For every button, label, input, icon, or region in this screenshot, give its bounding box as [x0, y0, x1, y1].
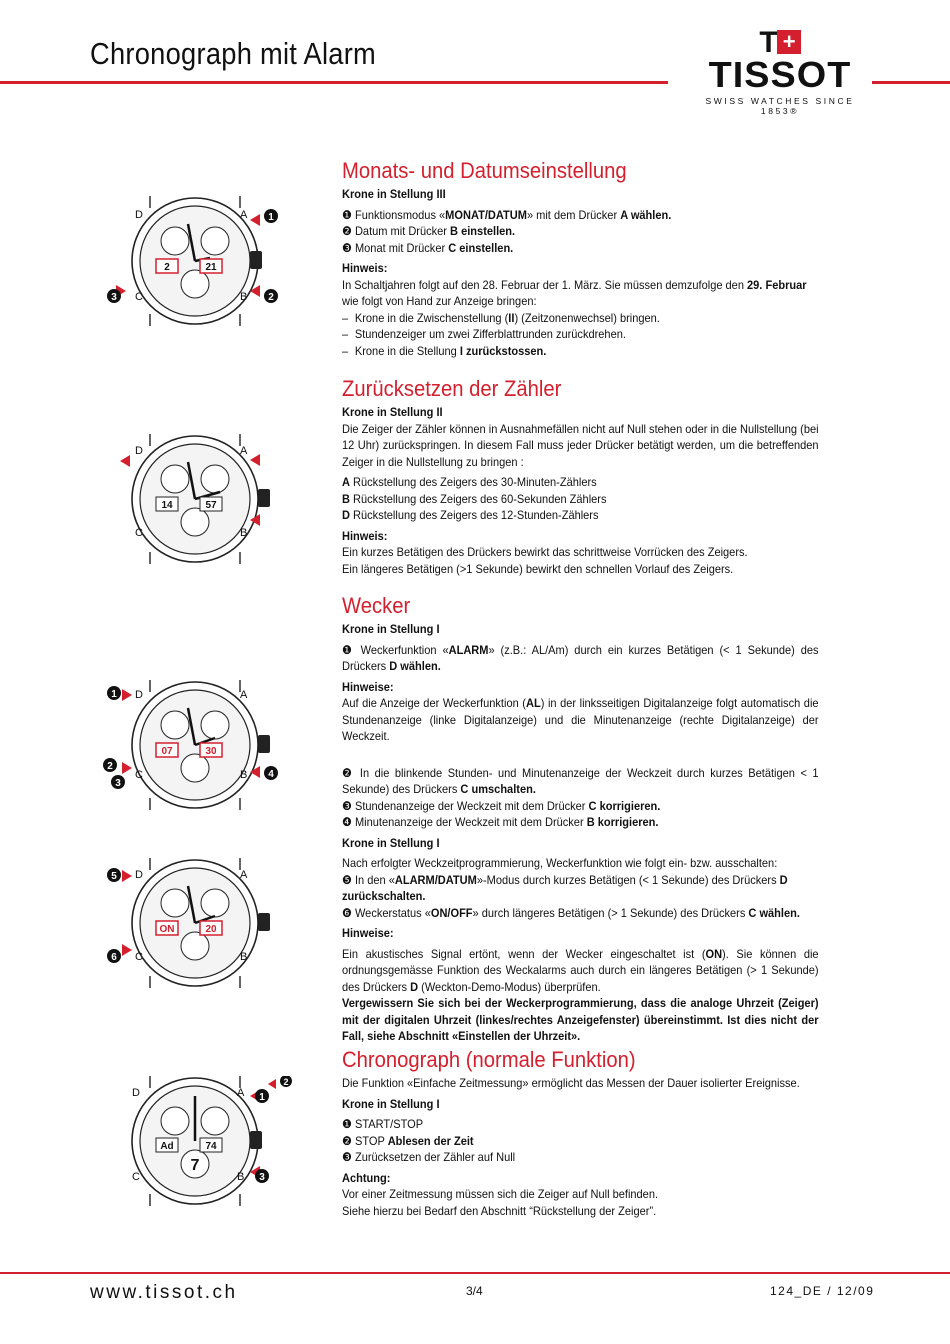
logo-mark: T +	[690, 28, 870, 58]
pusher-label-a: A	[240, 689, 248, 701]
right-display: 74	[205, 1141, 217, 1152]
watch-illustration-5	[100, 1076, 300, 1206]
step-5: ❺ In den «ALARM/DATUM»-Modus durch kurzes Betätigen (< 1 Sekunde) des Drückers D zurückschalten.	[342, 872, 788, 903]
footer-url[interactable]: www.tissot.ch	[90, 1282, 238, 1303]
page-number: 3/4	[466, 1284, 483, 1298]
arrow-d-icon	[122, 689, 132, 701]
step-2: ❷ STOP Ablesen der Zeit	[342, 1133, 474, 1148]
pusher-label-a: A	[240, 445, 248, 457]
intro: Die Funktion «Einfache Zeitmessung» ermöglicht das Messen der Dauer isolierter Ereignisse.	[342, 1076, 800, 1090]
dash-item: – Krone in die Stellung I zurückstossen.	[342, 343, 547, 358]
right-display: 30	[205, 746, 217, 757]
header-rule-right	[872, 81, 950, 84]
section-chronograph	[342, 1047, 819, 1219]
left-display: ON	[159, 924, 175, 935]
left-display: 07	[161, 746, 173, 757]
tissot-logo	[690, 28, 870, 116]
arrow-a2-icon	[268, 1079, 276, 1089]
note-text: In Schaltjahren folgt auf den 28. Februar der 1. März. Sie müssen demzufolge den 29. Februar wie folgt von Hand zur Anzeige bringen:	[342, 277, 807, 308]
pusher-label-d: D	[135, 209, 143, 221]
pusher-label-d: D	[135, 869, 143, 881]
arrow-a-icon	[250, 454, 260, 466]
crown-position: Krone in Stellung I	[342, 1096, 440, 1111]
center-counter: 7	[190, 1157, 200, 1174]
watch-illustration-2	[100, 434, 300, 564]
step-1: ❶ START/STOP	[342, 1117, 424, 1131]
swiss-cross-icon: +	[777, 30, 801, 54]
reset-a: A Rückstellung des Zeigers des 30-Minuten-Zählers	[342, 475, 597, 489]
note-line: Vor einer Zeitmessung müssen sich die Zeiger auf Null befinden.	[342, 1187, 659, 1201]
pusher-label-b: B	[240, 951, 248, 963]
step-3: ❸ Monat mit Drücker C einstellen.	[342, 240, 514, 255]
arrow-c-icon	[122, 762, 132, 774]
left-display: Ad	[160, 1141, 174, 1152]
note-title: Hinweise:	[342, 679, 394, 694]
step-1: ❶ Weckerfunktion «ALARM» (z.B.: AL/Am) durch ein kurzes Betätigen (< 1 Sekunde) des Drückers D wählen.	[342, 642, 819, 673]
right-display: 20	[205, 924, 217, 935]
svg-text:1: 1	[259, 1092, 265, 1103]
header-rule-left	[0, 81, 668, 84]
left-display: 14	[161, 500, 173, 511]
note-line: Ein kurzes Betätigen des Drückers bewirkt das schrittweise Vorrücken des Zeigers.	[342, 545, 748, 559]
section-heading: Zurücksetzen der Zähler	[342, 376, 562, 401]
pusher-label-c: C	[135, 291, 143, 303]
section-month-date	[342, 158, 819, 359]
step-1: ❶ Funktionsmodus «MONAT/DATUM» mit dem Drücker A wählen.	[342, 207, 672, 222]
warning: Vergewissern Sie sich bei der Weckerprogrammierung, dass die analoge Uhrzeit (Zeiger) mit der digitalen Uhrzeit (linkes/rechtes Anzeigefenster) übereinstimmt. Ist dies nicht der Fall, siehe Abschnitt «Einstellen der Uhrzeit».	[342, 996, 819, 1043]
arrow-a-icon	[250, 214, 260, 226]
note-line: Siehe hierzu bei Bedarf den Abschnitt “Rückstellung der Zeiger”.	[342, 1203, 657, 1218]
svg-text:1: 1	[111, 689, 117, 700]
arrow-c-icon	[122, 944, 132, 956]
pusher-label-b: B	[240, 291, 248, 303]
section-reset-counters	[342, 376, 819, 577]
svg-text:2: 2	[107, 761, 113, 772]
step-2: ❷ Datum mit Drücker B einstellen.	[342, 224, 516, 238]
crown-position: Krone in Stellung III	[342, 187, 446, 201]
pusher-label-a: A	[237, 1087, 245, 1099]
svg-text:2: 2	[283, 1077, 289, 1087]
document-code: 124_DE / 12/09	[770, 1284, 875, 1298]
watch-illustration-3	[100, 680, 300, 810]
reset-d: D Rückstellung des Zeigers des 12-Stunden-Zählers	[342, 508, 599, 522]
pusher-label-c: C	[132, 1171, 140, 1183]
note-title: Achtung:	[342, 1170, 391, 1185]
arrow-d-icon	[120, 455, 130, 467]
right-display: 21	[205, 262, 217, 273]
svg-text:6: 6	[111, 952, 117, 963]
pusher-label-c: C	[135, 951, 143, 963]
crown-position: Krone in Stellung I	[342, 622, 440, 636]
pusher-label-b: B	[240, 527, 248, 539]
paragraph: Die Zeiger der Zähler können in Ausnahmefällen nicht auf Null stehen oder in die Nullstellung (bei 12 Uhr) zurückspringen. In diesem Fall muss jeder Drücker betätigt werden, um die betreffenden Zeiger in die Nullstellung zu bringen :	[342, 421, 819, 469]
dash-item: – Stundenzeiger um zwei Zifferblattrunden zurückdrehen.	[342, 327, 626, 341]
footer-rule	[0, 1272, 950, 1274]
step-3: ❸ Zurücksetzen der Zähler auf Null	[342, 1150, 516, 1164]
step-3: ❸ Stundenanzeige der Weckzeit mit dem Drücker C korrigieren.	[342, 798, 661, 813]
note-text: Ein akustisches Signal ertönt, wenn der Wecker eingeschaltet ist (ON). Sie können die ordnungsgemässe Funktion des Weckalarms auch durch ein längeres Betätigen (> 1 Sekunde) des Drückers D (Weckton-Demo-Modus) überprüfen.	[342, 946, 819, 994]
pusher-label-a: A	[240, 869, 248, 881]
pusher-label-b: B	[240, 769, 248, 781]
section-heading: Monats- und Datumseinstellung	[342, 158, 627, 183]
dash-item: – Krone in die Zwischenstellung (II) (Zeitzonenwechsel) bringen.	[342, 310, 660, 325]
svg-text:1: 1	[268, 212, 274, 223]
pusher-label-d: D	[135, 689, 143, 701]
pusher-label-a: A	[240, 209, 248, 221]
pusher-label-d: D	[132, 1087, 140, 1099]
pusher-label-c: C	[135, 527, 143, 539]
step-4: ❹ Minutenanzeige der Weckzeit mit dem Drücker B korrigieren.	[342, 815, 659, 829]
note-line: Ein längeres Betätigen (>1 Sekunde) bewirkt den schnellen Vorlauf des Zeigers.	[342, 561, 734, 576]
crown-position: Krone in Stellung I	[342, 835, 440, 850]
svg-text:3: 3	[259, 1172, 265, 1183]
svg-text:2: 2	[268, 292, 274, 303]
section-heading: Wecker	[342, 593, 411, 618]
intro: Nach erfolgter Weckzeitprogrammierung, Weckerfunktion wie folgt ein- bzw. ausschalten:	[342, 856, 778, 870]
page-title: Chronograph mit Alarm	[90, 36, 377, 71]
watch-illustration-4	[100, 858, 300, 988]
logo-brand: TISSOT	[708, 54, 852, 95]
reset-b: B Rückstellung des Zeigers des 60-Sekunden Zählers	[342, 491, 607, 506]
pusher-label-d: D	[135, 445, 143, 457]
watch-illustration-1	[100, 196, 300, 326]
step-2: ❷ In die blinkende Stunden- und Minutenanzeige der Weckzeit durch kurzes Betätigen < 1 Sekunde) des Drückers C umschalten.	[342, 765, 819, 796]
arrow-d-icon	[122, 870, 132, 882]
left-display: 2	[164, 262, 170, 273]
pusher-label-c: C	[135, 769, 143, 781]
crown-position: Krone in Stellung II	[342, 405, 443, 419]
section-alarm	[342, 593, 819, 1045]
svg-text:3: 3	[111, 292, 117, 303]
svg-text:3: 3	[115, 778, 121, 789]
note-text: Auf die Anzeige der Weckerfunktion (AL) in der linksseitigen Digitalanzeige folgt automatisch die Stundenanzeige (linke Digitalanzeige) und die Minutenanzeige (rechte Digitalanzeige) der Weckzeit.	[342, 696, 819, 743]
note-title: Hinweis:	[342, 528, 388, 543]
logo-tagline: SWISS WATCHES SINCE 1853®	[705, 96, 855, 116]
svg-text:4: 4	[268, 769, 274, 780]
svg-text:5: 5	[111, 871, 117, 882]
pusher-label-b: B	[237, 1171, 245, 1183]
right-display: 57	[205, 500, 217, 511]
note-title: Hinweise:	[342, 926, 394, 940]
note-title: Hinweis:	[342, 261, 388, 275]
section-heading: Chronograph (normale Funktion)	[342, 1047, 636, 1072]
step-6: ❻ Weckerstatus «ON/OFF» durch längeres Betätigen (> 1 Sekunde) des Drückers C wählen.	[342, 905, 800, 920]
